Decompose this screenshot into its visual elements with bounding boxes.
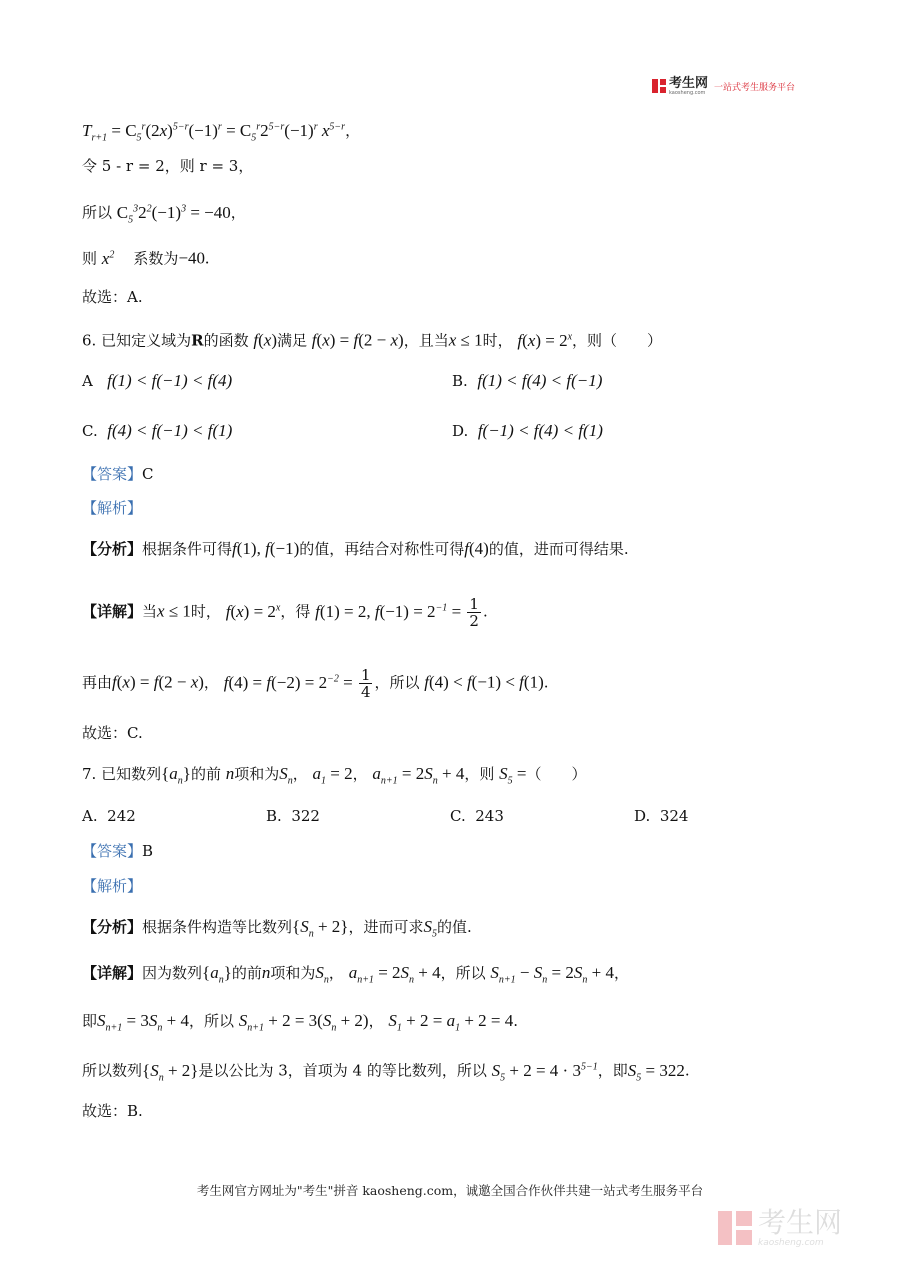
q5-binomial-term: $T_{r+1} = C_5^r(2x)^{5-r}(-1)^r = C_5^r2^{5-r}(-1)^r$ $x^{5-r}$， (82, 120, 361, 144)
q6-conclusion: 故选：C. (82, 724, 143, 742)
q5-conclusion: 故选：A. (82, 288, 143, 306)
q6-analysis-heading: 【解析】 (82, 499, 143, 517)
q7-stem: 7. 已知数列$\{a_n\}$的前 n项和为$S_n$， $a_1 = 2$， $a_{n+1} = 2S_n + 4$，则 $S_5$ =（ ） (82, 764, 587, 787)
q6-option-c: C. f(4) < f(−1) < f(1) (82, 421, 233, 440)
q6-option-a: A f(1) < f(−1) < f(4) (82, 371, 233, 390)
kaosheng-logo-icon (652, 79, 666, 93)
q6-option-d: D. f(−1) < f(4) < f(1) (452, 421, 603, 440)
watermark-name: 考生网 (758, 1206, 843, 1239)
page-footer: 考生网官方网址为"考生"拼音 kaosheng.com，诚邀全国合作伙伴共建一站式考生服务平台 (196, 1183, 704, 1198)
q6-answer: 【答案】C (82, 465, 154, 483)
q7-xiangjie-1: 【详解】因为数列$\{a_n\}$的前n项和为$S_n$， $a_{n+1} = 2S_n + 4$，所以 $S_{n+1} - S_n = 2S_n + 4$， (82, 963, 629, 986)
brand-header (652, 74, 795, 98)
watermark-logo-icon (718, 1211, 752, 1245)
q5-coefficient-calc: 所以 $C_5^32^2(-1)^3 = -40$， (82, 202, 246, 226)
q7-fenxi: 【分析】根据条件构造等比数列$\{S_n + 2\}$，进而可求$S_5$的值. (82, 917, 472, 940)
q7-option-c: C. 243 (450, 807, 504, 825)
q7-answer: 【答案】B (82, 842, 154, 860)
q6-xiangjie-1: 【详解】当x ≤ 1时， $f(x) = 2^x$，得 f(1) = 2, $f(-1) = 2^{-1}$ = $\frac{1}{2}$ . (82, 595, 488, 630)
q7-xiangjie-2: 即$S_{n+1} = 3S_n + 4$，所以 $S_{n+1} + 2 = 3(S_n + 2)$， $S_1 + 2 = a_1 + 2 = 4$. (82, 1011, 519, 1034)
watermark-domain: kaosheng.com (758, 1238, 824, 1248)
brand-domain: kaosheng.com (669, 89, 706, 96)
q6-option-b: B. f(1) < f(4) < f(−1) (452, 371, 603, 390)
q6-xiangjie-2: 再由f(x) = f(2 − x)， $f(4) = f(-2) = 2^{-2}$ = $\frac{1}{4}$ ，所以 f(4) < f(−1) < f(1). (82, 666, 549, 701)
watermark (718, 1208, 842, 1248)
q6-stem: 6. 已知定义域为R的函数 f(x)满足 f(x) = f(2 − x)，且当x ≤ 1时， $f(x) = 2^x$，则（ ） (82, 330, 663, 350)
q6-fenxi: 【分析】根据条件可得f(1), f(−1)的值，再结合对称性可得f(4)的值，进而可得结果. (82, 539, 629, 558)
q7-xiangjie-3: 所以数列$\{S_n + 2\}$是以公比为 3，首项为 4 的等比数列，所以 $S_5 + 2 = 4 \cdot 3^{5-1}$，即$S_5 = 322$. (82, 1060, 690, 1084)
q7-option-d: D. 324 (634, 807, 689, 825)
q7-analysis-heading: 【解析】 (82, 877, 143, 895)
q7-option-a: A. 242 (82, 807, 136, 825)
brand-name: 考生网 (669, 75, 709, 91)
q7-option-b: B. 322 (266, 807, 320, 825)
q5-result: 则 $x^2$ 系数为−40. (82, 248, 210, 268)
q7-conclusion: 故选：B. (82, 1102, 143, 1120)
brand-slogan: 一站式考生服务平台 (714, 82, 796, 93)
q5-solve-r: 令 5 - r = 2，则 r = 3， (82, 157, 254, 175)
brand-text (669, 77, 708, 96)
